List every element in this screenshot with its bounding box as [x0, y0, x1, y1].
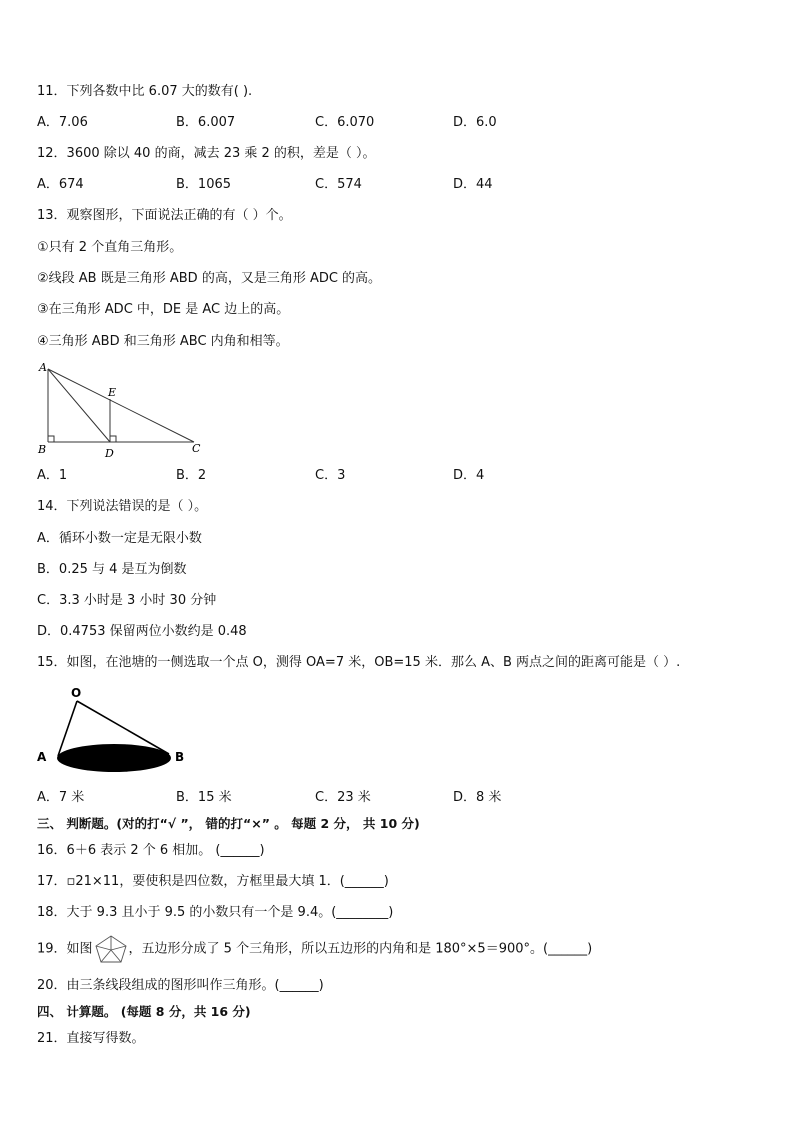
label-b-point: B: [175, 750, 185, 764]
q19-text-before: 19．如图: [37, 941, 93, 957]
q12-option-c: C．574: [315, 177, 362, 192]
section-4-title: 四、 计算题。 (每题 8 分，共 16 分): [37, 1004, 251, 1019]
q15-option-c: C．23 米: [315, 790, 371, 805]
question-11-stem: 11．下列各数中比 6.07 大的数有( ).: [37, 84, 253, 99]
q15-option-a: A．7 米: [37, 790, 85, 805]
label-o: O: [71, 686, 82, 700]
q13-option-d: D．4: [453, 468, 485, 483]
q12-option-a: A．674: [37, 177, 84, 192]
question-12-stem: 12．3600 除以 40 的商，减去 23 乘 2 的积，差是（ ）。: [37, 146, 376, 161]
q12-option-b: B．1065: [176, 177, 232, 192]
q13-statement-1: ①只有 2 个直角三角形。: [37, 240, 183, 255]
label-a: A: [39, 361, 47, 374]
question-21: 21．直接写得数。: [37, 1031, 145, 1046]
question-15-stem: 15．如图，在池塘的一侧选取一个点 O，测得 OA=7 米，OB=15 米．那么 A、B 两点之间的距离可能是（ ）.: [37, 655, 681, 670]
q13-statement-2: ②线段 AB 既是三角形 ABD 的高，又是三角形 ADC 的高。: [37, 271, 382, 286]
section-3-title: 三、 判断题。(对的打“√ ”， 错的打“×” 。 每题 2 分， 共 10 分): [37, 816, 420, 831]
q13-triangle-figure: [34, 360, 214, 460]
q13-statement-3: ③在三角形 ADC 中，DE 是 AC 边上的高。: [37, 302, 290, 317]
q11-option-d: D．6.0: [453, 115, 497, 130]
label-e: E: [108, 386, 117, 399]
question-14-stem: 14．下列说法错误的是（ ）。: [37, 499, 208, 514]
q15-pond-figure: [34, 682, 194, 782]
question-16: 16．6＋6 表示 2 个 6 相加。 (______): [37, 843, 265, 858]
q15-option-b: B．15 米: [176, 790, 232, 805]
q13-option-a: A．1: [37, 468, 68, 483]
question-13-stem: 13．观察图形，下面说法正确的有（ ）个。: [37, 208, 292, 223]
q11-option-c: C．6.070: [315, 115, 375, 130]
q11-option-a: A．7.06: [37, 115, 88, 130]
question-17: 17．▫21×11，要使积是四位数，方框里最大填 1．(______): [37, 874, 389, 889]
q19-text-after: ，五边形分成了 5 个三角形，所以五边形的内角和是 180°×5＝900°。(______): [128, 941, 593, 957]
q14-option-a: A．循环小数一定是无限小数: [37, 531, 202, 546]
label-c: C: [192, 442, 201, 455]
q14-option-b: B．0.25 与 4 是互为倒数: [37, 562, 187, 577]
q14-option-c: C．3.3 小时是 3 小时 30 分钟: [37, 593, 217, 608]
label-b: B: [38, 443, 47, 456]
pond-shape: [57, 744, 171, 772]
pentagon-figure-icon: [93, 934, 129, 964]
q13-option-c: C．3: [315, 468, 346, 483]
q13-statement-4: ④三角形 ABD 和三角形 ABC 内角和相等。: [37, 334, 289, 349]
question-18: 18．大于 9.3 且小于 9.5 的小数只有一个是 9.4。(________): [37, 905, 394, 920]
q12-option-d: D．44: [453, 177, 493, 192]
q11-option-b: B．6.007: [176, 115, 236, 130]
q13-option-b: B．2: [176, 468, 207, 483]
label-a-point: A: [37, 750, 47, 764]
label-d: D: [105, 447, 114, 460]
question-19: [37, 934, 592, 965]
q14-option-d: D．0.4753 保留两位小数约是 0.48: [37, 624, 247, 639]
question-20: 20．由三条线段组成的图形叫作三角形。(______): [37, 978, 324, 993]
q15-option-d: D．8 米: [453, 790, 502, 805]
